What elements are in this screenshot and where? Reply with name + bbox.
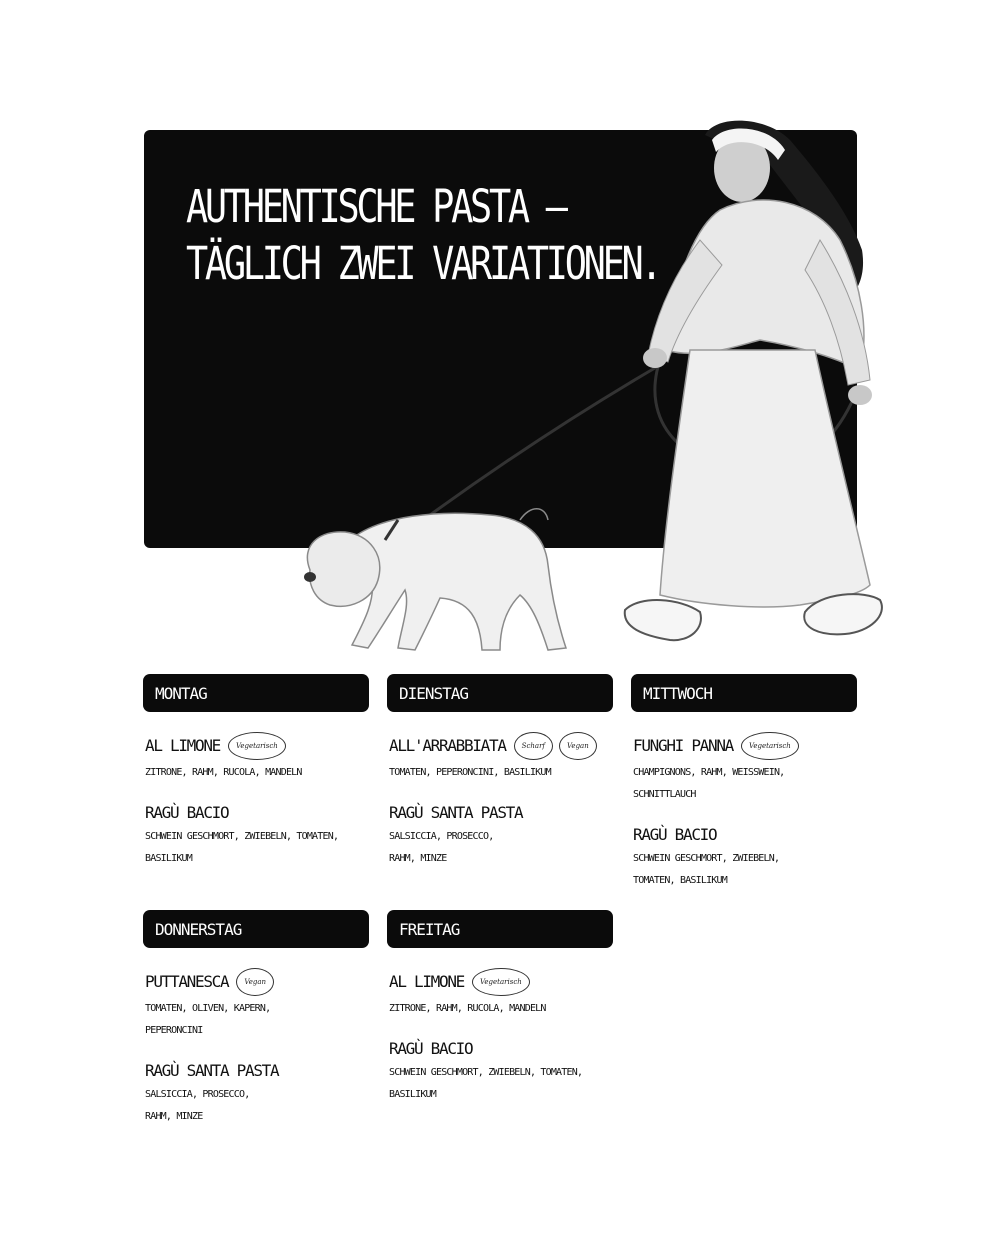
dish-title: RAGÙ SANTA PASTA <box>389 803 523 822</box>
dish-title: RAGÙ BACIO <box>389 1039 473 1058</box>
vegetarian-badge: Vegetarisch <box>228 732 286 760</box>
dish-item <box>143 732 369 784</box>
dish-title: ALL'ARRABBIATA <box>389 736 506 755</box>
dish-description: SCHWEIN GESCHMORT, ZWIEBELN, TOMATEN, BASILIKUM <box>145 831 339 864</box>
vegan-badge: Vegan <box>236 968 274 996</box>
spicy-badge: Scharf <box>514 732 553 760</box>
day-header: DIENSTAG <box>387 674 613 712</box>
dish-item <box>143 1060 369 1128</box>
dish-description: SCHWEIN GESCHMORT, ZWIEBELN, TOMATEN, BASILIKUM <box>633 853 780 886</box>
dish-title: RAGÙ BACIO <box>633 825 717 844</box>
headline-line-1: AUTHENTISCHE PASTA – <box>186 180 565 233</box>
dish-title: RAGÙ BACIO <box>145 803 229 822</box>
dish-item <box>387 802 613 870</box>
dish-item <box>387 1038 613 1106</box>
vegan-badge: Vegan <box>559 732 597 760</box>
vegetarian-badge: Vegetarisch <box>741 732 799 760</box>
headline-line-2: TÄGLICH ZWEI VARIATIONEN. <box>186 237 660 290</box>
dish-title: RAGÙ SANTA PASTA <box>145 1061 279 1080</box>
dish-title: FUNGHI PANNA <box>633 736 733 755</box>
vegetarian-badge: Vegetarisch <box>472 968 530 996</box>
day-header: MITTWOCH <box>631 674 857 712</box>
dish-description: TOMATEN, OLIVEN, KAPERN, PEPERONCINI <box>145 1003 271 1036</box>
day-card-tuesday <box>387 674 613 870</box>
dish-item <box>631 824 857 892</box>
dish-item <box>143 968 369 1042</box>
dish-description: CHAMPIGNONS, RAHM, WEISSWEIN, SCHNITTLAUCH <box>633 767 785 800</box>
dish-description: ZITRONE, RAHM, RUCOLA, MANDELN <box>389 1003 546 1014</box>
dish-description: TOMATEN, PEPERONCINI, BASILIKUM <box>389 767 551 778</box>
dish-description: SALSICCIA, PROSECCO, RAHM, MINZE <box>145 1089 250 1122</box>
dish-description: SALSICCIA, PROSECCO, RAHM, MINZE <box>389 831 494 864</box>
dish-description: SCHWEIN GESCHMORT, ZWIEBELN, TOMATEN, BASILIKUM <box>389 1067 583 1100</box>
day-header: MONTAG <box>143 674 369 712</box>
dish-item <box>631 732 857 806</box>
dish-item <box>387 732 613 784</box>
day-card-monday <box>143 674 369 870</box>
dish-description: ZITRONE, RAHM, RUCOLA, MANDELN <box>145 767 302 778</box>
dish-title: AL LIMONE <box>145 736 220 755</box>
day-header: DONNERSTAG <box>143 910 369 948</box>
day-card-wednesday <box>631 674 857 892</box>
dish-item <box>143 802 369 870</box>
day-card-friday <box>387 910 613 1106</box>
dish-title: AL LIMONE <box>389 972 464 991</box>
day-card-thursday <box>143 910 369 1128</box>
day-header: FREITAG <box>387 910 613 948</box>
dish-item <box>387 968 613 1020</box>
dish-title: PUTTANESCA <box>145 972 229 991</box>
